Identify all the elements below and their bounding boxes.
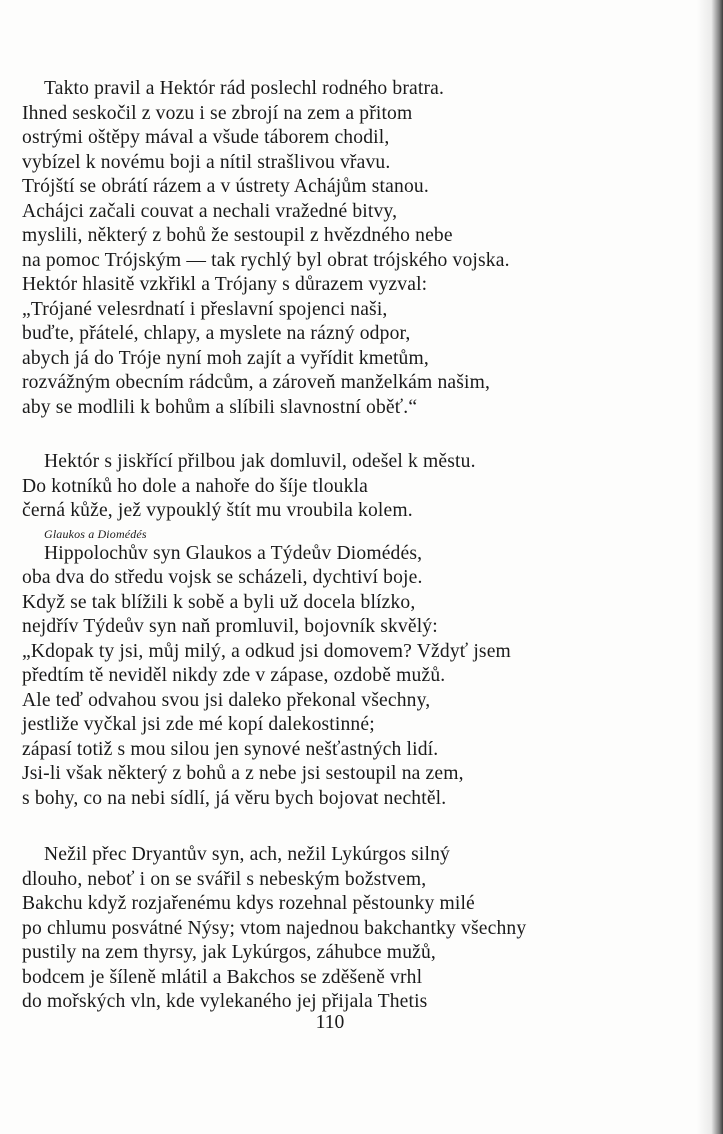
stanza-1 [22, 77, 662, 420]
verse-line: „Kdopak ty jsi, můj milý, a odkud jsi domovem? Vždyť jsem [22, 640, 511, 662]
verse-line: černá kůže, jež vypouklý štít mu vroubila kolem. [22, 500, 413, 521]
verse-line: Ihned seskočil z vozu i se zbrojí na zem a přitom [22, 102, 413, 124]
verse-line: pustily na zem thyrsy, jak Lykúrgos, záhubce mužů, [22, 942, 436, 963]
stanza-3 [22, 524, 662, 812]
verse-line: vybízel k novému boji a nítil strašlivou vřavu. [22, 151, 391, 173]
page-edge-shadow [697, 0, 723, 1134]
verse-line: předtím tě neviděl nikdy zde v zápase, ozdobě mužů. [22, 665, 446, 686]
verse-line: Hippolochův syn Glaukos a Týdeův Diomédés, [44, 542, 423, 564]
verse-line: bodcem je šíleně mlátil a Bakchos se zděšeně vrhl [22, 966, 423, 988]
verse-line: s bohy, co na nebi sídlí, já věru bych bojovat nechtěl. [22, 787, 447, 809]
verse-line: nejdřív Týdeův syn naň promluvil, bojovník skvělý: [22, 616, 438, 637]
verse-line: Jsi-li však některý z bohů a z nebe jsi sestoupil na zem, [22, 763, 464, 784]
verse-line: buďte, přátelé, chlapy, a myslete na rázný odpor, [22, 323, 411, 344]
verse-line: abych já do Tróje nyní moh zajít a vyřídit kmetům, [22, 347, 429, 369]
verse-line: rozvážným obecním rádcům, a zároveň manželkám našim, [22, 372, 491, 393]
page-number: 110 [315, 1012, 345, 1033]
verse-line: Hektór hlasitě vzkřikl a Trójany s důrazem vyzval: [22, 274, 428, 295]
verse-line: po chlumu posvátné Nýsy; vtom najednou bakchantky všechny [22, 917, 527, 939]
verse-line: jestliže vyčkal jsi zde mé kopí dalekostinné; [22, 714, 375, 735]
verse-line: Do kotníků ho dole a nahoře do šíje tloukla [22, 475, 369, 497]
verse-line: ostrými oštěpy mával a všude táborem chodil, [22, 127, 390, 148]
verse-line: aby se modlili k bohům a slíbili slavnostní oběť.“ [22, 396, 418, 418]
verse-line: Achájci začali couvat a nechali vražedné bitvy, [22, 200, 398, 222]
verse-line: do mořských vln, kde vylekaného jej přijala Thetis [22, 991, 428, 1012]
verse-line: zápasí totiž s mou silou jen synové nešťastných lidí. [22, 738, 439, 760]
verse-line: na pomoc Trójským — tak rychlý byl obrat trójského vojska. [22, 249, 510, 271]
verse-line: Ale teď odvahou svou jsi daleko překonal všechny, [22, 689, 431, 711]
verse-line: myslili, některý z bohů že sestoupil z hvězdného nebe [22, 225, 453, 246]
verse-line: Nežil přec Dryantův syn, ach, nežil Lykúrgos silný [44, 844, 450, 865]
verse-line: Takto pravil a Hektór rád poslechl rodného bratra. [44, 78, 445, 99]
stanza-gap [22, 420, 662, 450]
verse-line: Když se tak blížili k sobě a byli už docela blízko, [22, 591, 416, 613]
verse-line: dlouho, neboť i on se svářil s nebeským božstvem, [22, 868, 427, 890]
poem-text [22, 77, 662, 1015]
verse-line: oba dva do středu vojsk se scházeli, dychtiví boje. [22, 567, 423, 588]
verse-line: Bakchu když rozjařenému kdys rozehnal pěstounky milé [22, 893, 475, 914]
stanza-4 [22, 843, 662, 1015]
verse-line: Hektór s jiskřící přilbou jak domluvil, odešel k městu. [44, 451, 476, 472]
verse-line: „Trójané velesrdnatí i přeslavní spojenci naši, [22, 298, 388, 320]
stanza-gap [22, 811, 662, 843]
verse-line: Trójští se obrátí rázem a v ústrety Achájům stanou. [22, 176, 429, 197]
section-heading: Glaukos a Diomédés [44, 526, 147, 541]
stanza-2 [22, 450, 662, 524]
